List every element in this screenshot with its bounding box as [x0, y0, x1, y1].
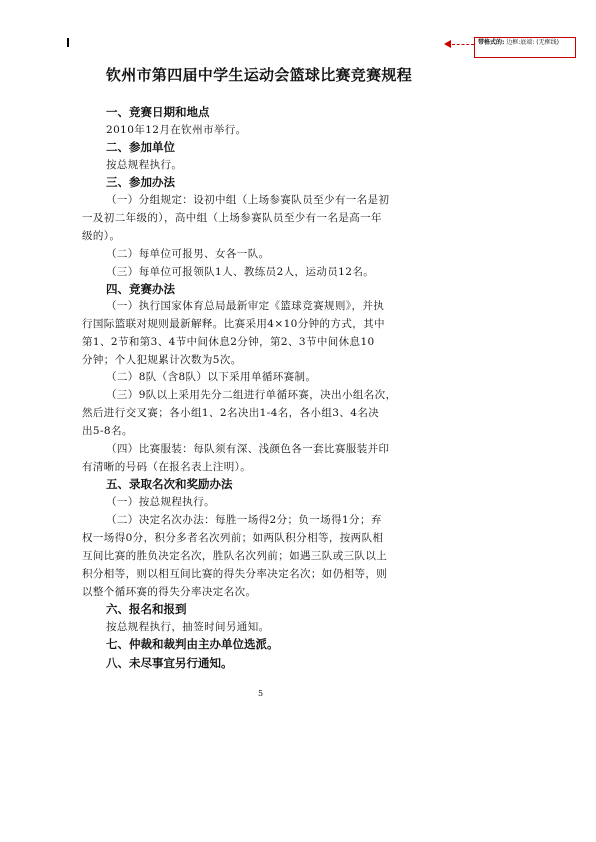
comment-text: 边框:底端: (无框线)	[506, 39, 559, 46]
paragraph-line: 互间比赛的胜负决定名次，胜队名次列前；如遇三队或三队以上	[82, 550, 388, 562]
paragraph-line: 按总规程执行。	[106, 159, 183, 171]
paragraph-line: 有清晰的号码（在报名表上注明）。	[82, 461, 252, 473]
text-cursor-marker	[67, 38, 69, 47]
paragraph-line: （一）按总规程执行。	[106, 496, 215, 508]
section-heading-3: 三、参加办法	[106, 175, 175, 189]
paragraph-line: 一及初二年级的），高中组（上场参赛队员至少有一名是高一年	[82, 212, 382, 224]
comment-label: 带格式的:	[478, 39, 505, 46]
page-number: 5	[258, 689, 264, 698]
format-comment-balloon[interactable]	[474, 37, 576, 58]
paragraph-line: 分钟；个人犯规累计次数为5次。	[82, 354, 242, 366]
paragraph-line: （三）9队以上采用先分二组进行单循环赛，决出小组名次，	[106, 389, 397, 401]
paragraph-line: 权一场得0分，积分多者名次列前；如两队积分相等，按两队相	[82, 532, 384, 544]
paragraph-line: 2010年12月在钦州市举行。	[106, 124, 247, 136]
section-heading-7: 七、仲裁和裁判由主办单位选派。	[106, 637, 279, 651]
document-title: 钦州市第四届中学生运动会篮球比赛竞赛规程	[106, 66, 413, 84]
section-heading-6: 六、报名和报到	[106, 602, 187, 616]
paragraph-line: 以整个循环赛的得失分率决定名次。	[82, 586, 257, 598]
comment-arrow-icon	[444, 40, 451, 48]
paragraph-line: （二）8队（含8队）以下采用单循环赛制。	[106, 371, 317, 383]
paragraph-line: 第1、2节和第3、4节中间休息2分钟，第2、3节中间休息10	[82, 336, 375, 348]
paragraph-line: 按总规程执行，抽签时间另通知。	[106, 621, 270, 633]
section-heading-2: 二、参加单位	[106, 140, 175, 154]
section-heading-8: 八、未尽事宜另行通知。	[106, 656, 233, 670]
paragraph-line: 行国际篮联对规则最新解释。比赛采用4×10分钟的方式，其中	[82, 318, 385, 330]
comment-connector-line	[452, 44, 474, 45]
section-heading-1: 一、竞赛日期和地点	[106, 105, 210, 119]
paragraph-line: 积分相等，则以相互间比赛的得失分率决定名次；如仍相等，则	[82, 568, 388, 580]
paragraph-line: （三）每单位可报领队1人、教练员2人，运动员12名。	[106, 266, 375, 278]
paragraph-line: 然后进行交叉赛；各小组1、2名决出1-4名，各小组3、4名决	[82, 407, 380, 419]
paragraph-line: （二）每单位可报男、女各一队。	[106, 248, 270, 260]
paragraph-line: （二）决定名次办法：每胜一场得2分；负一场得1分；弃	[106, 514, 382, 526]
paragraph-line: 级的）。	[82, 230, 121, 242]
paragraph-line: （一）分组规定：设初中组（上场参赛队员至少有一名是初	[106, 194, 390, 206]
paragraph-line: （四）比赛服装：每队须有深、浅颜色各一套比赛服装并印	[106, 443, 390, 455]
paragraph-line: 出5-8名。	[82, 425, 133, 437]
section-heading-4: 四、竞赛办法	[106, 282, 175, 296]
section-heading-5: 五、录取名次和奖励办法	[106, 477, 233, 491]
paragraph-line: （一）执行国家体育总局最新审定《篮球竞赛规则》，并执	[106, 300, 385, 312]
